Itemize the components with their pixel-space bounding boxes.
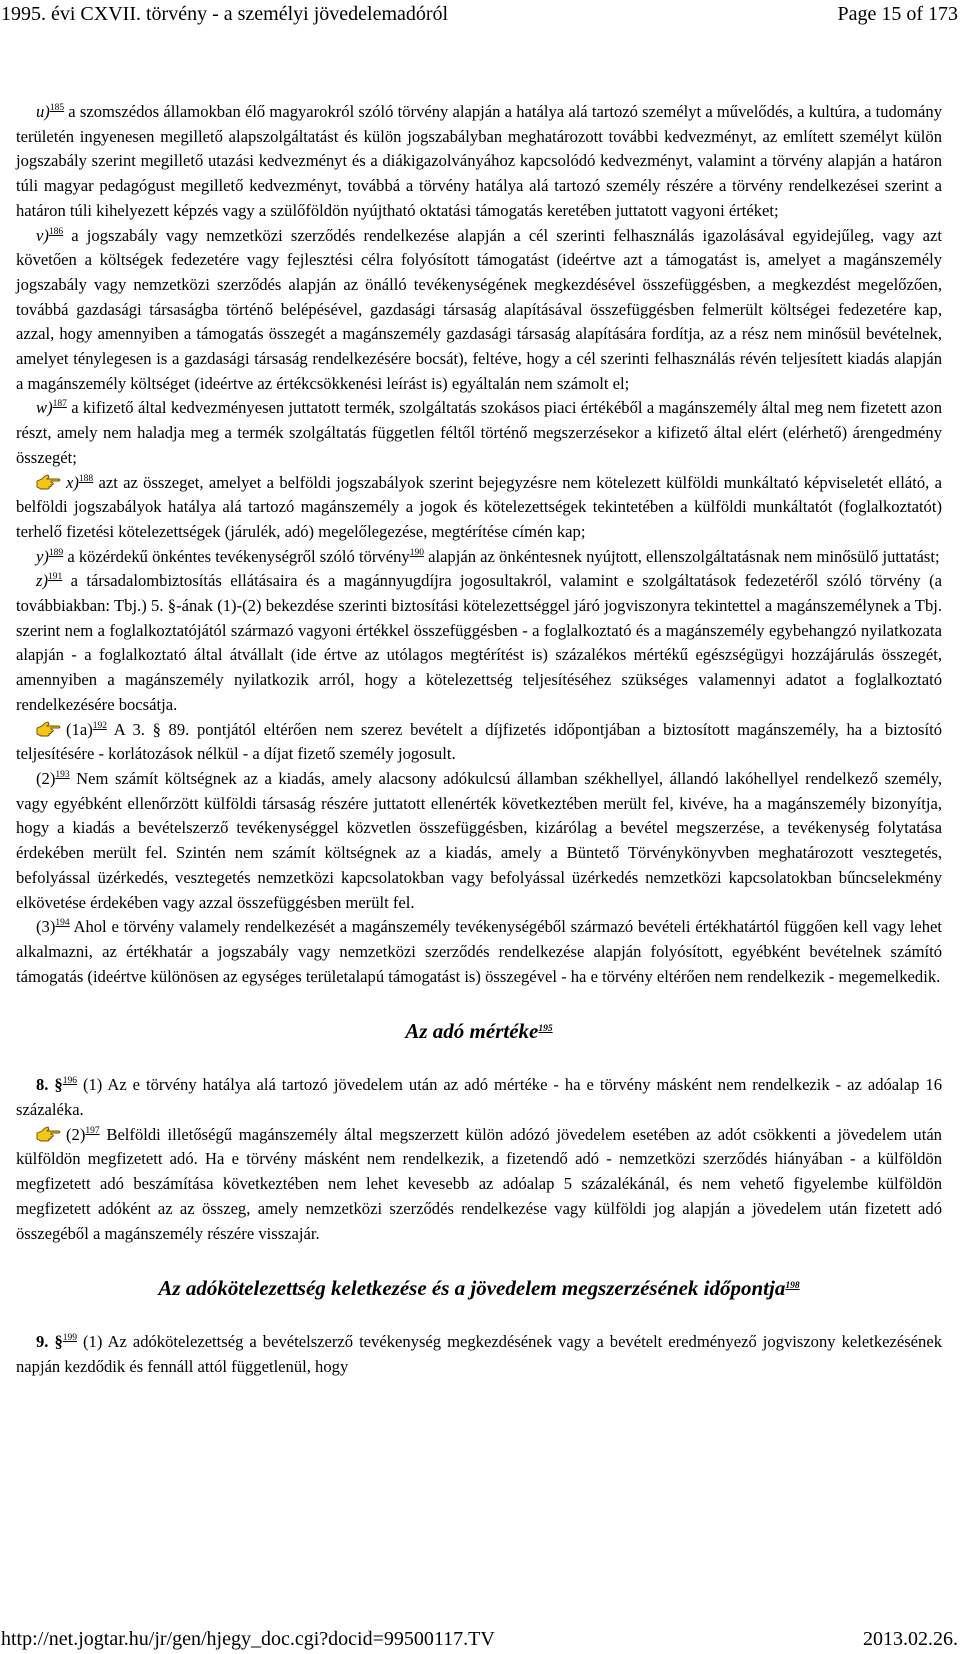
- section-heading: [16, 1017, 942, 1045]
- paragraph-text: Ahol e törvény valamely rendelkezését a magánszemély tevékenységéből származó bevételi értékhatártól függően kell vagy lehet alkalmazni, az értékhatár a jogszabály vagy nemzetközi szerződés rendelkezése alapján folyósított, egyébként bevételnek számító támogatás (ideértve különösen az egységes területalapú támogatást is) összegével - ha e törvény eltérően nem rendelkezik - megemelkedik.: [16, 917, 943, 986]
- footnote-ref-link[interactable]: 189: [48, 547, 64, 558]
- document-title: 1995. évi CXVII. törvény - a személyi jövedelemadóról: [1, 3, 449, 25]
- paragraph-text: A 3. § 89. pontjától eltérően nem szerez bevételt a díjfizetés időpontjában a biztosított magánszemély, ha a biztosító teljesítésére - korlátozások nélkül - a díjat fizető személy jogosult.: [16, 719, 943, 764]
- page-footer: [0, 1624, 960, 1654]
- paragraph-text: a társadalombiztosítás ellátásaira és a magánnyugdíjra jogosultakról, valamint e szolgáltatások fedezetéről szóló törvény (a továbbiakban: Tbj.) 5. §-ának (1)-(2) bekezdése szerinti biztosítási kötelezettséggel járó jogviszonyra tekintettel a magánszemélynek a Tbj. szerint nem a foglalkoztatójától származó vagyoni értékkel összefüggésben - a foglalkoztató és a magánszemély egybehangzó nyilatkozata alapján - a foglalkoztató által átvállalt (ide értve az utólagos megtérítést is) százalékos mértékű egészségügyi hozzájárulás összegét, amennyiben a magánszemély nyilatkozik arról, hogy a kötelezettség teljesítéséhez szükséges valamennyi adatot a foglalkoztató rendelkezésére bocsátja.: [16, 571, 942, 714]
- footnote-ref-link[interactable]: 196: [62, 1076, 77, 1087]
- item-label: y): [36, 546, 49, 566]
- item-label: u): [36, 102, 50, 121]
- section-8-paragraph-1: [16, 1073, 942, 1122]
- paragraph-text: Nem számít költségnek az a kiadás, amely alacsony adókulcsú államban székhellyel, állandó lakóhellyel rendelkező személy, vagy egyébként ellenőrzött külföldi társaság részére juttatott ellenérték következtében merült fel, kivéve, ha a magánszemély bizonyítja, hogy a kiadás a bevételszerző tevékenységgel közvetlen összefüggésben, kizárólag a bevétel megszerzése, a tevékenység folytatása érdekében merült fel. Szintén nem számít költségnek az a kiadás, amely a Büntető Törvénykönyvben meghatározott vesztegetés, befolyással üzérkedés, vesztegetés nemzetközi kapcsolatokban vagy befolyással üzérkedés nemzetközi kapcsolatokban bűncselekmény elkövetése érdekében vagy azzal összefüggésben merült fel.: [16, 768, 943, 912]
- pointing-hand-icon[interactable]: [36, 474, 62, 491]
- paragraph-text: alapján az önkéntesnek nyújtott, ellenszolgáltatásnak nem minősülő juttatást;: [428, 546, 940, 566]
- paragraph-2: [16, 767, 942, 915]
- item-label: (2): [36, 768, 56, 788]
- paragraph-u: [16, 100, 942, 224]
- section-9-paragraph-1: [16, 1330, 942, 1379]
- footnote-ref-link[interactable]: 185: [49, 103, 65, 113]
- section-heading: [16, 1274, 942, 1302]
- section-symbol: §: [54, 1075, 63, 1095]
- item-label: (1a): [66, 719, 93, 739]
- page-header: [0, 0, 960, 30]
- footnote-ref-link[interactable]: 195: [538, 1024, 553, 1035]
- section-number: 8.: [36, 1075, 49, 1095]
- page-number: Page 15 of 173: [837, 3, 958, 25]
- paragraph-text: a jogszabály vagy nemzetközi szerződés rendelkezése alapján a cél szerinti felhasználás igazolásával egyidejűleg, vagy azt követően a költségek fedezetére vagy fejlesztési célra folyósított támogatást (ideértve azt a támogatást is, amelyet a magánszemély jogszabály vagy nemzetközi szerződés alapján az önálló tevékenységének megkezdésével összefüggésben, a megkezdést megelőzően, továbbá gazdasági társaságba történő belépésével, gazdasági társaság alapításával összefüggésben felmerült költségei fedezetére kap, azzal, hogy amennyiben a támogatás összegét a magánszemély gazdasági társaság alapítására fordítja, az a rész nem minősül bevételnek, amelyet ténylegesen is a gazdasági társaság rendelkezésére bocsát), feltéve, hogy a cél szerinti felhasználás révén teljesített kiadás alapján a magánszemély költséget (ideértve az értékcsökkenési leírást is) egyáltalán nem számolt el;: [16, 225, 942, 393]
- item-label: (2): [66, 1124, 86, 1144]
- paragraph-text: a szomszédos államokban élő magyarokról szóló törvény alapján a hatálya alá tartozó személyt a művelődés, a kultúra, a tudomány területén ingyenesen megillető alapszolgáltatást és külön jogszabályban meghatározott további kedvezményt, az említett személyt külön jogszabály szerint megillető utazási kedvezményt és a diákigazolványához kapcsolódó kedvezményt, valamint a törvény alapján a határon túli magyar pedagógust megillető kedvezményt, továbbá a törvény hatálya alá tartozó személy részére a törvény rendelkezései szerint a határon túli kihelyezett képzés vagy a szülőföldön nyújtható oktatási támogatás keretében juttatott vagyoni értéket;: [16, 102, 942, 220]
- paragraph-x: [16, 471, 942, 545]
- footnote-ref-link[interactable]: 197: [85, 1125, 100, 1136]
- paragraph-text: azt az összeget, amelyet a belföldi jogszabályok szerint bejegyzésre nem kötelezett külföldi munkáltató képviseletét ellátó, a belföldi jogszabályok hatálya alá tartozó magánszemély a jogok és kötelezettségek tekintetében a külföldi munkáltatót (foglalkoztatót) terhelő fizetési kötelezettségek (járulék, adó) megelőlegezése, megtérítése címén kap;: [16, 472, 942, 541]
- footnote-ref-link[interactable]: 194: [55, 918, 70, 929]
- pointing-hand-icon[interactable]: [36, 721, 62, 738]
- item-label: w): [36, 398, 53, 418]
- paragraph-text: a közérdekű önkéntes tevékenységről szóló törvény: [67, 546, 410, 566]
- footnote-ref-link[interactable]: 198: [785, 1281, 800, 1292]
- footnote-ref-link[interactable]: 199: [62, 1333, 78, 1344]
- section-8-paragraph-2: [16, 1123, 942, 1247]
- paragraph-text: (1) Az e törvény hatálya alá tartozó jövedelem után az adó mértéke - ha e törvény másként nem rendelkezik - az adóalap 16 százaléka.: [16, 1075, 942, 1120]
- section-symbol: §: [54, 1332, 63, 1352]
- source-url[interactable]: http://net.jogtar.hu/jr/gen/hjegy_doc.cgi?docid=99500117.TV: [1, 1628, 495, 1650]
- document-body: [16, 100, 942, 1380]
- footnote-ref-link[interactable]: 193: [55, 769, 70, 780]
- footnote-ref-link[interactable]: 188: [78, 473, 94, 484]
- footnote-ref-link[interactable]: 192: [92, 720, 107, 731]
- item-label: v): [36, 225, 49, 245]
- footnote-ref-link[interactable]: 191: [47, 572, 63, 583]
- heading-text: Az adókötelezettség keletkezése és a jövedelem megszerzésének időpontja: [158, 1276, 786, 1301]
- paragraph-y: [16, 545, 942, 570]
- paragraph-text: Belföldi illetőségű magánszemély által megszerzett külön adózó jövedelem esetében az adót csökkenti a jövedelem után külföldön megfizetett adó. Ha e törvény másként nem rendelkezik, a fizetendő adó - nemzetközi szerződés hiányában - a külföldön megfizetett adó beszámítása következtében nem lehet kevesebb az adóalap 5 százalékánál, és nem vehető figyelembe külföldön megfizetett adóként az az összeg, amely nemzetközi szerződés rendelkezése vagy külföldi jog alapján a jövedelem után fizetett adó összegéből a magánszemély részére visszajár.: [16, 1124, 942, 1243]
- heading-text: Az adó mértéke: [405, 1019, 539, 1044]
- footnote-ref-link[interactable]: 187: [52, 399, 67, 410]
- print-date: 2013.02.26.: [863, 1628, 958, 1650]
- paragraph-text: (1) Az adókötelezettség a bevételszerző tevékenység megkezdésének vagy a bevételt eredményező jogviszony keletkezésének napján kezdődik és fennáll attól függetlenül, hogy: [16, 1332, 943, 1376]
- section-number: 9.: [36, 1332, 49, 1352]
- item-label: (3): [36, 917, 56, 937]
- paragraph-v: [16, 224, 942, 397]
- paragraph-1a: [16, 718, 942, 767]
- paragraph-w: [16, 396, 942, 470]
- footnote-ref-link[interactable]: 186: [48, 226, 64, 237]
- item-label: z): [36, 571, 48, 591]
- item-label: x): [66, 472, 79, 492]
- pointing-hand-icon[interactable]: [36, 1126, 62, 1143]
- paragraph-z: [16, 569, 942, 717]
- paragraph-text: a kifizető által kedvezményesen juttatott termék, szolgáltatás szokásos piaci értékéből a magánszemély által meg nem fizetett azon részt, amely nem haladja meg a termék szolgáltatás független féltől történő megszerzésekor a kifizető által elért (elérhető) árengedmény összegét;: [16, 398, 942, 467]
- paragraph-3: [16, 915, 942, 989]
- footnote-ref-link[interactable]: 190: [409, 547, 424, 558]
